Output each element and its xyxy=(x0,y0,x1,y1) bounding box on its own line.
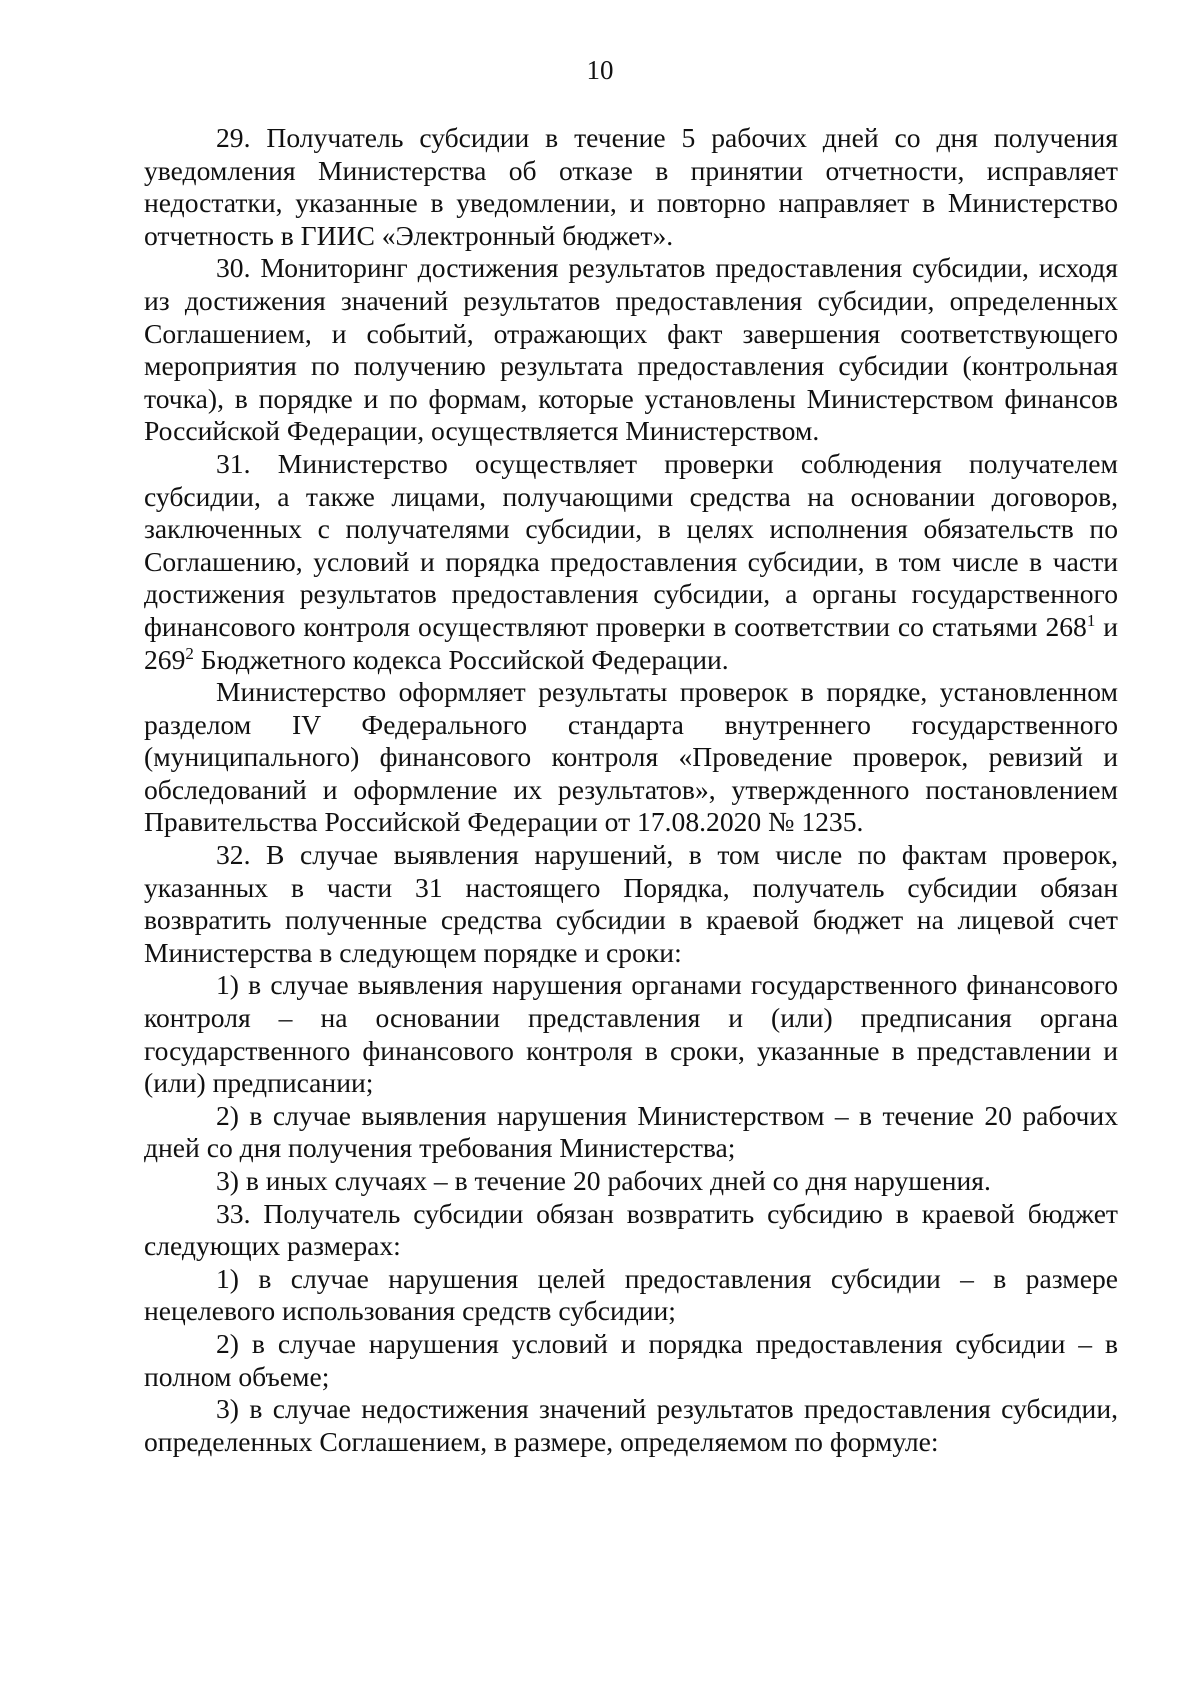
superscript-article-269: 2 xyxy=(185,643,194,663)
paragraph-32-item-1: 1) в случае выявления нарушения органами государственного финансового контроля – на основании представления и (или) предписания органа государственного финансового контроля в сроки, указанные в представлении и (или) предписании; xyxy=(144,969,1118,1099)
paragraph-31-text-c: Бюджетного кодекса Российской Федерации. xyxy=(193,643,729,675)
paragraph-30: 30. Мониторинг достижения результатов предоставления субсидии, исходя из достижения значений результатов предоставления субсидии, определенных Соглашением, и событий, отражающих факт завершения соответствующего мероприятия по получению результата предоставления субсидии (контрольная точка), в порядке и по формам, которые установлены Министерством финансов Российской Федерации, осуществляется Министерством. xyxy=(144,252,1118,447)
paragraph-32: 32. В случае выявления нарушений, в том числе по фактам проверок, указанных в части 31 настоящего Порядка, получатель субсидии обязан возвратить полученные средства субсидии в краевой бюджет на лицевой счет Министерства в следующем порядке и сроки: xyxy=(144,839,1118,968)
paragraph-31-text-a: 31. Министерство осуществляет проверки соблюдения получателем субсидии, а также лицами, получающими средства на основании договоров, заключенных с получателями субсидии, в целях исполнения обязательств по Соглашению, условий и порядка предоставления субсидии, в том числе в части достижения результатов предоставления субсидии, а органы государственного финансового контроля осуществляют проверки в соответствии со статьями 268 xyxy=(144,447,1118,642)
page-number: 10 xyxy=(586,55,614,85)
paragraph-32-item-2: 2) в случае выявления нарушения Министерством – в течение 20 рабочих дней со дня получения требования Министерства; xyxy=(144,1099,1118,1164)
paragraph-29: 29. Получатель субсидии в течение 5 рабочих дней со дня получения уведомления Министерства об отказе в принятии отчетности, исправляет недостатки, указанные в уведомлении, и повторно направляет в Министерство отчетность в ГИИС «Электронный бюджет». xyxy=(144,122,1118,251)
paragraph-33-item-2: 2) в случае нарушения условий и порядка предоставления субсидии – в полном объеме; xyxy=(144,1327,1118,1392)
paragraph-31 xyxy=(144,448,1118,676)
paragraph-31-inspection-results: Министерство оформляет результаты проверок в порядке, установленном разделом IV Федерального стандарта внутреннего государственного (муниципального) финансового контроля «Проведение проверок, ревизий и обследований и оформление их результатов», утвержденного постановлением Правительства Российской Федерации от 17.08.2020 № 1235. xyxy=(144,676,1118,838)
superscript-article-268: 1 xyxy=(1086,610,1096,630)
paragraph-33: 33. Получатель субсидии обязан возвратить субсидию в краевой бюджет следующих размерах: xyxy=(144,1197,1118,1262)
paragraph-33-item-1: 1) в случае нарушения целей предоставления субсидии – в размере нецелевого использования средств субсидии; xyxy=(144,1262,1118,1327)
paragraph-32-item-3: 3) в иных случаях – в течение 20 рабочих дней со дня нарушения. xyxy=(216,1165,991,1196)
document-body xyxy=(144,122,1118,1458)
paragraph-31-text-b: и 269 xyxy=(144,610,1118,675)
paragraph-33-item-3: 3) в случае недостижения значений результатов предоставления субсидии, определенных Соглашением, в размере, определяемом по формуле: xyxy=(144,1393,1118,1457)
